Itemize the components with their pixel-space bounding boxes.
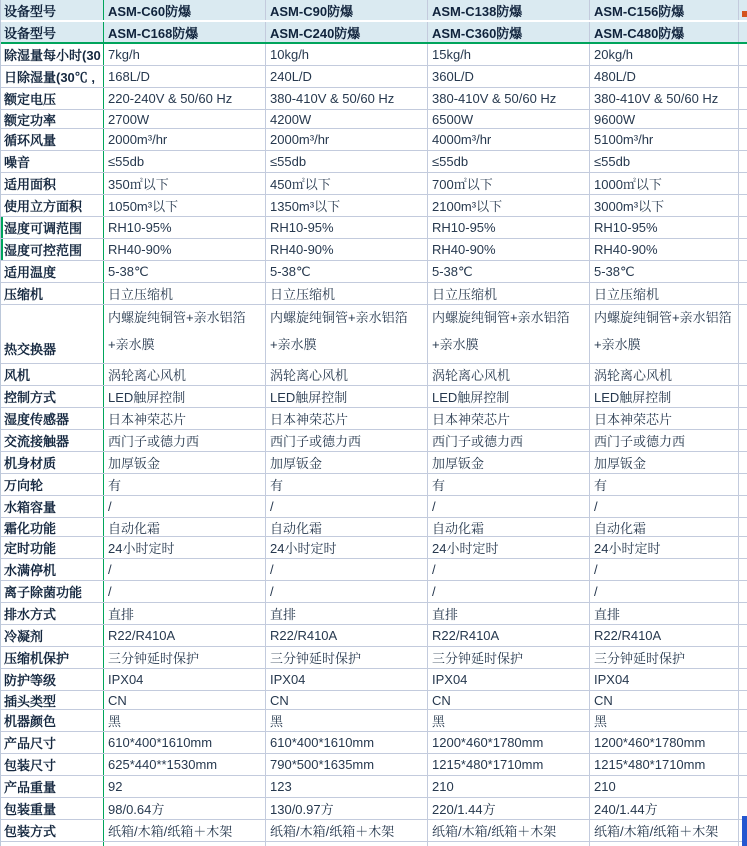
spec-label-cell[interactable]: 适用面积 — [1, 173, 104, 194]
spec-value-cell[interactable]: 有 — [428, 474, 590, 495]
spec-value-cell[interactable]: 日立压缩机 — [590, 283, 739, 304]
spec-value-cell[interactable]: RH40-90% — [266, 239, 428, 260]
spec-value-cell[interactable]: RH10-95% — [428, 217, 590, 238]
spec-value-cell[interactable]: IPX04 — [266, 669, 428, 690]
table-row — [1, 518, 747, 537]
selection-indicator — [742, 816, 747, 846]
spec-value-cell[interactable]: 24小时定时 — [590, 537, 739, 558]
edge-column-cell[interactable] — [739, 386, 747, 407]
table-row — [1, 820, 747, 842]
table-row — [1, 625, 747, 647]
spec-value-cell[interactable]: 有 — [590, 474, 739, 495]
edge-column-cell[interactable] — [739, 559, 747, 580]
edge-column-cell[interactable] — [739, 581, 747, 602]
spec-label-cell[interactable]: 除湿量每小时(30 — [1, 44, 104, 65]
spec-value-cell[interactable]: 自动化霜 — [266, 518, 428, 536]
table-row — [1, 603, 747, 625]
spec-value-cell[interactable]: 380-410V & 50/60 Hz — [428, 88, 590, 109]
edge-column-cell[interactable] — [739, 305, 747, 363]
spec-label-cell[interactable]: 离子除菌功能 — [1, 581, 104, 602]
spec-value-cell[interactable]: 15kg/h — [428, 44, 590, 65]
edge-column-cell[interactable] — [739, 283, 747, 304]
spec-label-cell[interactable]: 日除湿量(30℃ , — [1, 66, 104, 87]
table-row — [1, 195, 747, 217]
spec-value-cell[interactable]: 内螺旋纯铜管+亲水铝箔+亲水膜 — [104, 305, 266, 363]
edge-column-cell[interactable] — [739, 732, 747, 753]
spec-value-cell[interactable]: 790*500*1635mm — [266, 754, 428, 775]
table-row — [1, 559, 747, 581]
spec-value-cell[interactable]: / — [104, 581, 266, 602]
edge-column-cell[interactable] — [739, 647, 747, 668]
table-row — [1, 173, 747, 195]
edge-column-cell[interactable] — [739, 22, 747, 42]
table-row — [1, 261, 747, 283]
spec-value-cell[interactable]: 1215*480*1710mm — [428, 754, 590, 775]
spec-label-cell[interactable]: 风机 — [1, 364, 104, 385]
spec-value-cell[interactable]: 1200*460*1780mm — [590, 732, 739, 753]
table-row — [1, 581, 747, 603]
table-row — [1, 129, 747, 151]
edge-column-cell[interactable] — [739, 239, 747, 260]
edge-column-cell[interactable] — [739, 537, 747, 558]
spec-value-cell[interactable]: 240L/D — [266, 66, 428, 87]
spec-value-cell[interactable]: 三分钟延时保护 — [428, 647, 590, 668]
spec-value-cell[interactable] — [104, 842, 266, 846]
spec-value-cell[interactable]: 5-38℃ — [104, 261, 266, 282]
table-row — [1, 430, 747, 452]
spec-value-cell[interactable]: 4200W — [266, 110, 428, 128]
spec-value-cell[interactable]: ≤55db — [104, 151, 266, 172]
spec-value-cell[interactable]: RH40-90% — [104, 239, 266, 260]
table-row — [1, 305, 747, 364]
spec-value-cell[interactable]: 380-410V & 50/60 Hz — [266, 88, 428, 109]
partial-empty-row — [1, 842, 747, 846]
spec-value-cell[interactable]: / — [266, 581, 428, 602]
spec-value-cell[interactable]: 有 — [266, 474, 428, 495]
table-row — [1, 798, 747, 820]
spec-value-cell[interactable]: 92 — [104, 776, 266, 797]
spec-value-cell[interactable]: RH10-95% — [266, 217, 428, 238]
spec-value-cell[interactable]: 2700W — [104, 110, 266, 128]
spec-value-cell[interactable]: 24小时定时 — [104, 537, 266, 558]
spec-label-cell[interactable]: 万向轮 — [1, 474, 104, 495]
spec-value-cell[interactable]: ≤55db — [590, 151, 739, 172]
spec-label-cell[interactable]: 定时功能 — [1, 537, 104, 558]
edge-column-cell[interactable] — [739, 173, 747, 194]
spec-value-cell[interactable]: 360L/D — [428, 66, 590, 87]
spec-value-cell[interactable]: 黑 — [104, 710, 266, 731]
spec-label-cell[interactable]: 压缩机 — [1, 283, 104, 304]
spec-label-cell[interactable]: 设备型号 — [1, 22, 104, 42]
spec-value-cell[interactable]: 直排 — [104, 603, 266, 624]
spec-value-cell[interactable]: 5100m³/hr — [590, 129, 739, 150]
table-row — [1, 537, 747, 559]
spec-value-cell[interactable]: / — [428, 581, 590, 602]
table-row — [1, 474, 747, 496]
spec-value-cell[interactable]: 三分钟延时保护 — [104, 647, 266, 668]
spec-value-cell[interactable]: ASM-C156防爆 — [590, 0, 739, 20]
table-row — [1, 283, 747, 305]
spec-value-cell[interactable]: 4000m³/hr — [428, 129, 590, 150]
table-row — [1, 110, 747, 129]
spec-value-cell[interactable]: 日立压缩机 — [428, 283, 590, 304]
spec-value-cell[interactable]: 内螺旋纯铜管+亲水铝箔+亲水膜 — [266, 305, 428, 363]
spec-value-cell[interactable]: 日立压缩机 — [266, 283, 428, 304]
spec-value-cell[interactable]: 加厚钣金 — [104, 452, 266, 473]
spec-value-cell[interactable]: 9600W — [590, 110, 739, 128]
spec-value-cell[interactable]: R22/R410A — [104, 625, 266, 646]
spec-label-cell[interactable]: 插头类型 — [1, 691, 104, 709]
spec-value-cell[interactable] — [266, 842, 428, 846]
edge-column-cell[interactable] — [739, 452, 747, 473]
edge-column-cell[interactable] — [739, 430, 747, 451]
spec-value-cell[interactable]: 1050m³以下 — [104, 195, 266, 216]
spec-label-cell[interactable]: 压缩机保护 — [1, 647, 104, 668]
spec-table — [1, 0, 747, 846]
spec-value-cell[interactable]: ASM-C138防爆 — [428, 0, 590, 20]
spec-value-cell[interactable]: 三分钟延时保护 — [266, 647, 428, 668]
spec-value-cell[interactable]: 24小时定时 — [428, 537, 590, 558]
spec-value-cell[interactable]: 三分钟延时保护 — [590, 647, 739, 668]
spec-label-cell[interactable]: 交流接触器 — [1, 430, 104, 451]
spec-value-cell[interactable]: 20kg/h — [590, 44, 739, 65]
spec-value-cell[interactable]: 内螺旋纯铜管+亲水铝箔+亲水膜 — [428, 305, 590, 363]
table-row — [1, 239, 747, 261]
spec-value-cell[interactable]: 24小时定时 — [266, 537, 428, 558]
table-row — [1, 151, 747, 173]
spec-value-cell[interactable] — [428, 842, 590, 846]
edge-column-cell[interactable] — [739, 625, 747, 646]
edge-column-cell[interactable] — [739, 129, 747, 150]
spec-value-cell[interactable]: 日本神荣芯片 — [428, 408, 590, 429]
spec-value-cell[interactable]: 123 — [266, 776, 428, 797]
spec-value-cell[interactable]: 240/1.44方 — [590, 798, 739, 819]
spec-label-cell[interactable]: 设备型号 — [1, 0, 104, 20]
spec-value-cell[interactable]: 纸箱/木箱/纸箱＋木架 — [428, 820, 590, 841]
edge-column-cell[interactable] — [739, 88, 747, 109]
spec-value-cell[interactable]: 210 — [590, 776, 739, 797]
spec-value-cell[interactable]: 220/1.44方 — [428, 798, 590, 819]
spec-label-cell[interactable]: 热交换器 — [1, 305, 104, 363]
spec-value-cell[interactable]: 纸箱/木箱/纸箱＋木架 — [266, 820, 428, 841]
spec-label-cell[interactable]: 湿度可调范围 — [1, 217, 104, 238]
spec-value-cell[interactable]: / — [266, 559, 428, 580]
spec-value-cell[interactable]: 有 — [104, 474, 266, 495]
spec-value-cell[interactable]: / — [428, 559, 590, 580]
spec-label-cell[interactable]: 包装方式 — [1, 820, 104, 841]
header-row-models — [1, 0, 747, 22]
edge-column-cell[interactable] — [739, 110, 747, 128]
spec-value-cell[interactable]: 自动化霜 — [590, 518, 739, 536]
spec-value-cell[interactable]: LED触屏控制 — [266, 386, 428, 407]
spec-value-cell[interactable]: 380-410V & 50/60 Hz — [590, 88, 739, 109]
edge-column-cell[interactable] — [739, 408, 747, 429]
spec-value-cell[interactable]: 5-38℃ — [590, 261, 739, 282]
spec-value-cell[interactable]: 西门子或德力西 — [428, 430, 590, 451]
spec-label-cell[interactable]: 机器颜色 — [1, 710, 104, 731]
edge-column-cell[interactable] — [739, 754, 747, 775]
spec-value-cell[interactable]: IPX04 — [590, 669, 739, 690]
spec-value-cell[interactable]: CN — [266, 691, 428, 709]
spec-value-cell[interactable]: LED触屏控制 — [590, 386, 739, 407]
spec-label-cell[interactable]: 循环风量 — [1, 129, 104, 150]
spec-value-cell[interactable]: 西门子或德力西 — [590, 430, 739, 451]
edge-column-cell[interactable] — [739, 603, 747, 624]
spec-value-cell[interactable]: RH40-90% — [428, 239, 590, 260]
spec-value-cell[interactable]: 2000m³/hr — [266, 129, 428, 150]
spec-value-cell[interactable]: ASM-C360防爆 — [428, 22, 590, 42]
edge-column-cell[interactable] — [739, 151, 747, 172]
spec-value-cell[interactable]: ≤55db — [428, 151, 590, 172]
spec-value-cell[interactable]: ASM-C480防爆 — [590, 22, 739, 42]
spec-value-cell[interactable]: 5-38℃ — [266, 261, 428, 282]
spec-label-cell[interactable]: 湿度可控范围 — [1, 239, 104, 260]
spec-label-cell[interactable]: 产品尺寸 — [1, 732, 104, 753]
spec-value-cell[interactable]: 7kg/h — [104, 44, 266, 65]
spec-value-cell[interactable]: 480L/D — [590, 66, 739, 87]
spec-value-cell[interactable]: / — [590, 581, 739, 602]
spec-value-cell[interactable] — [590, 842, 739, 846]
spec-value-cell[interactable]: 日立压缩机 — [104, 283, 266, 304]
spec-value-cell[interactable]: 10kg/h — [266, 44, 428, 65]
spec-value-cell[interactable]: IPX04 — [428, 669, 590, 690]
spec-label-cell[interactable]: 机身材质 — [1, 452, 104, 473]
edge-column-cell[interactable] — [739, 44, 747, 65]
spec-value-cell[interactable]: 98/0.64方 — [104, 798, 266, 819]
spec-value-cell[interactable]: R22/R410A — [428, 625, 590, 646]
spec-value-cell[interactable]: 210 — [428, 776, 590, 797]
edge-column-cell[interactable] — [739, 669, 747, 690]
spec-value-cell[interactable]: IPX04 — [104, 669, 266, 690]
spec-value-cell[interactable]: / — [590, 496, 739, 517]
spec-value-cell[interactable]: / — [428, 496, 590, 517]
edge-column-cell[interactable] — [739, 261, 747, 282]
spec-value-cell[interactable]: 1350m³以下 — [266, 195, 428, 216]
spec-value-cell[interactable]: 3000m³以下 — [590, 195, 739, 216]
table-row — [1, 44, 747, 66]
spec-label-cell[interactable]: 霜化功能 — [1, 518, 104, 536]
spec-value-cell[interactable]: ASM-C90防爆 — [266, 0, 428, 20]
spec-value-cell[interactable]: 直排 — [266, 603, 428, 624]
spec-value-cell[interactable]: 610*400*1610mm — [104, 732, 266, 753]
spec-label-cell[interactable] — [1, 842, 104, 846]
spec-value-cell[interactable]: 加厚钣金 — [428, 452, 590, 473]
spec-value-cell[interactable]: 黑 — [428, 710, 590, 731]
table-row — [1, 496, 747, 518]
spec-label-cell[interactable]: 额定功率 — [1, 110, 104, 128]
spec-label-cell[interactable]: 控制方式 — [1, 386, 104, 407]
spec-label-cell[interactable]: 包装尺寸 — [1, 754, 104, 775]
edge-column-cell[interactable] — [739, 66, 747, 87]
table-row — [1, 732, 747, 754]
table-row — [1, 66, 747, 88]
edge-column-cell[interactable] — [739, 217, 747, 238]
table-row — [1, 754, 747, 776]
spec-value-cell[interactable]: 450㎡以下 — [266, 173, 428, 194]
spec-label-cell[interactable]: 水满停机 — [1, 559, 104, 580]
spec-value-cell[interactable]: RH40-90% — [590, 239, 739, 260]
edge-column-cell[interactable] — [739, 518, 747, 536]
spec-label-cell[interactable]: 适用温度 — [1, 261, 104, 282]
edge-column-cell[interactable] — [739, 691, 747, 709]
spec-value-cell[interactable]: 西门子或德力西 — [104, 430, 266, 451]
spec-value-cell[interactable]: 130/0.97方 — [266, 798, 428, 819]
table-row — [1, 217, 747, 239]
spec-value-cell[interactable]: CN — [428, 691, 590, 709]
table-row — [1, 452, 747, 474]
spec-value-cell[interactable]: 涡轮离心风机 — [590, 364, 739, 385]
edge-column-cell[interactable] — [739, 710, 747, 731]
spec-label-cell[interactable]: 防护等级 — [1, 669, 104, 690]
spec-value-cell[interactable]: ASM-C240防爆 — [266, 22, 428, 42]
spec-value-cell[interactable]: 涡轮离心风机 — [428, 364, 590, 385]
spec-value-cell[interactable]: 700㎡以下 — [428, 173, 590, 194]
spec-value-cell[interactable]: CN — [590, 691, 739, 709]
table-row — [1, 710, 747, 732]
edge-column-cell[interactable] — [739, 0, 747, 20]
spec-label-cell[interactable]: 产品重量 — [1, 776, 104, 797]
spec-value-cell[interactable]: 1200*460*1780mm — [428, 732, 590, 753]
spec-value-cell[interactable]: 625*440**1530mm — [104, 754, 266, 775]
spec-value-cell[interactable]: 黑 — [266, 710, 428, 731]
spec-value-cell[interactable]: 2100m³以下 — [428, 195, 590, 216]
spec-value-cell[interactable]: 610*400*1610mm — [266, 732, 428, 753]
table-row — [1, 691, 747, 710]
spec-value-cell[interactable]: / — [104, 559, 266, 580]
spec-value-cell[interactable]: 直排 — [590, 603, 739, 624]
spec-value-cell[interactable]: / — [104, 496, 266, 517]
table-row — [1, 669, 747, 691]
spec-label-cell[interactable]: 额定电压 — [1, 88, 104, 109]
spec-value-cell[interactable]: / — [590, 559, 739, 580]
spec-value-cell[interactable]: 加厚钣金 — [590, 452, 739, 473]
comment-marker-icon — [742, 11, 747, 17]
edge-column-cell[interactable] — [739, 496, 747, 517]
spec-value-cell[interactable]: ASM-C60防爆 — [104, 0, 266, 20]
spec-value-cell[interactable]: 涡轮离心风机 — [266, 364, 428, 385]
edge-column-cell[interactable] — [739, 776, 747, 797]
edge-column-cell[interactable] — [739, 364, 747, 385]
table-row — [1, 386, 747, 408]
spec-value-cell[interactable]: ≤55db — [266, 151, 428, 172]
spec-value-cell[interactable]: 直排 — [428, 603, 590, 624]
table-row — [1, 776, 747, 798]
spec-value-cell[interactable]: ASM-C168防爆 — [104, 22, 266, 42]
spec-value-cell[interactable]: 1215*480*1710mm — [590, 754, 739, 775]
spec-value-cell[interactable]: 内螺旋纯铜管+亲水铝箔+亲水膜 — [590, 305, 739, 363]
edge-column-cell[interactable] — [739, 474, 747, 495]
spec-label-cell[interactable]: 水箱容量 — [1, 496, 104, 517]
table-row — [1, 408, 747, 430]
spec-value-cell[interactable]: 日本神荣芯片 — [590, 408, 739, 429]
header-row-models — [1, 22, 747, 44]
spec-label-cell[interactable]: 噪音 — [1, 151, 104, 172]
spec-value-cell[interactable]: 涡轮离心风机 — [104, 364, 266, 385]
spec-value-cell[interactable]: 5-38℃ — [428, 261, 590, 282]
spec-value-cell[interactable]: R22/R410A — [266, 625, 428, 646]
spec-value-cell[interactable]: CN — [104, 691, 266, 709]
table-row — [1, 88, 747, 110]
spec-value-cell[interactable]: 自动化霜 — [104, 518, 266, 536]
spec-value-cell[interactable]: / — [266, 496, 428, 517]
spec-value-cell[interactable]: 黑 — [590, 710, 739, 731]
spec-value-cell[interactable]: 日本神荣芯片 — [104, 408, 266, 429]
spec-label-cell[interactable]: 包装重量 — [1, 798, 104, 819]
spec-value-cell[interactable]: 2000m³/hr — [104, 129, 266, 150]
spec-value-cell[interactable]: LED触屏控制 — [104, 386, 266, 407]
spec-label-cell[interactable]: 冷凝剂 — [1, 625, 104, 646]
table-row — [1, 647, 747, 669]
spec-value-cell[interactable]: 纸箱/木箱/纸箱＋木架 — [104, 820, 266, 841]
spec-value-cell[interactable]: 纸箱/木箱/纸箱＋木架 — [590, 820, 739, 841]
spec-value-cell[interactable]: 6500W — [428, 110, 590, 128]
spec-label-cell[interactable]: 湿度传感器 — [1, 408, 104, 429]
spec-value-cell[interactable]: 350㎡以下 — [104, 173, 266, 194]
spec-value-cell[interactable]: LED触屏控制 — [428, 386, 590, 407]
spec-value-cell[interactable]: 西门子或德力西 — [266, 430, 428, 451]
edge-column-cell[interactable] — [739, 195, 747, 216]
table-row — [1, 364, 747, 386]
spec-value-cell[interactable]: 加厚钣金 — [266, 452, 428, 473]
spec-value-cell[interactable]: 1000㎡以下 — [590, 173, 739, 194]
spec-label-cell[interactable]: 使用立方面积 — [1, 195, 104, 216]
spec-value-cell[interactable]: RH10-95% — [104, 217, 266, 238]
spec-label-cell[interactable]: 排水方式 — [1, 603, 104, 624]
spec-value-cell[interactable]: 日本神荣芯片 — [266, 408, 428, 429]
spec-value-cell[interactable]: R22/R410A — [590, 625, 739, 646]
spec-value-cell[interactable]: 220-240V & 50/60 Hz — [104, 88, 266, 109]
spec-value-cell[interactable]: 自动化霜 — [428, 518, 590, 536]
spec-value-cell[interactable]: RH10-95% — [590, 217, 739, 238]
spec-value-cell[interactable]: 168L/D — [104, 66, 266, 87]
